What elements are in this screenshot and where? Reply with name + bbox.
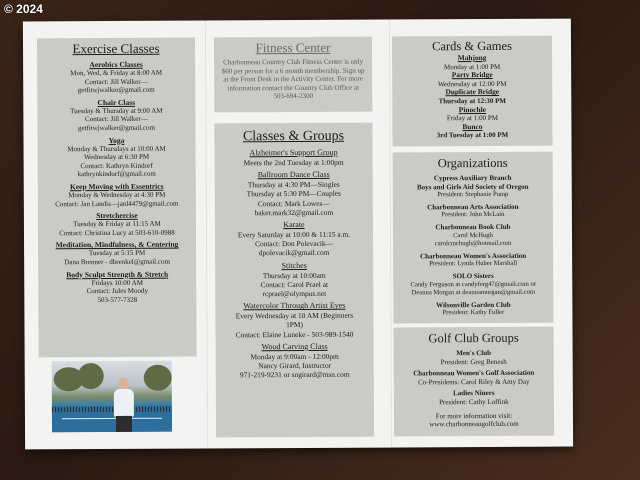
classes-title: Classes & Groups [242, 128, 345, 145]
item-title: Ballroom Dance Class [257, 170, 330, 180]
golf-group-detail: President: Greg Benesh [440, 357, 507, 366]
item-detail: Contact: Jill Walker— [84, 77, 148, 86]
org-detail: President: John McLain [441, 211, 505, 219]
game-time: Monday at 1:00 PM [443, 62, 501, 71]
exercise-panel [37, 38, 197, 358]
org-name: Charbonneau Women's Association [420, 251, 527, 261]
org-detail: President: Lynda Huber Marshall [429, 260, 518, 268]
game-time: Friday at 1:00 PM [446, 114, 498, 123]
item-detail: Thursday at 5:30 PM—Couples [246, 189, 341, 199]
person-legs [116, 416, 132, 432]
fitness-title: Fitness Center [255, 39, 331, 56]
item-detail: Monday & Thursdays at 10:00 AM [67, 144, 166, 153]
item-detail: Tuesday at 5:15 PM [88, 249, 146, 258]
item-detail: Contact: Jan Landis—janl4479@gmail.com [55, 199, 179, 208]
item-detail: Contact: Jill Walker— [85, 115, 148, 124]
fitness-panel [214, 37, 372, 113]
item-detail: kathrynkindorf@gmail.com [77, 170, 156, 179]
golf-footer [394, 411, 554, 429]
item-detail: Thursday at 4:30 PM—Singles [247, 179, 340, 190]
item-detail: dpolevacik@gmail.com [258, 248, 330, 258]
item-detail: Contact: Elaine Luneke - 503-989-1540 [235, 329, 354, 339]
org-name: Wilsonville Garden Club [436, 300, 511, 309]
tennis-net [52, 407, 172, 413]
golf-list [394, 349, 554, 407]
item-detail: Contact: Mark Lowes— [257, 198, 330, 208]
item-detail: Meets the 2nd Tuesday at 1:00pm [243, 157, 344, 168]
fold-line [205, 20, 208, 448]
item-detail: getfitwjwalker@gmail.com [77, 85, 155, 95]
item-detail: Contact: Kathryn Kindorf [80, 161, 153, 170]
item-title: Alzheimer's Support Group [249, 147, 338, 158]
item-title: Keep Moving with Essentrics [69, 181, 164, 192]
org-detail: Carol McHugh [453, 231, 493, 239]
tree [78, 363, 104, 389]
item-detail: 503-577-7328 [97, 295, 138, 304]
item-detail: Every Saturday at 10:00 & 11:15 a.m. [237, 229, 351, 240]
item-detail: getfitwjwalker@gmail.com [77, 123, 155, 133]
orgs-list [393, 174, 554, 319]
game-name: Bunco [462, 121, 483, 131]
org-detail: Deanna Morgan at deannamorgan@gmail.com [411, 288, 536, 297]
item-detail: Contact: Don Polevacik— [255, 239, 334, 249]
game-name: Party Bridge [451, 70, 493, 80]
golf-group-detail: President: Cathy Loffink [439, 397, 509, 407]
game-name: Pinochle [458, 104, 486, 114]
item-detail: baker.mark32@gmail.com [254, 207, 334, 218]
item-detail: Wednesday at 6:30 PM [84, 152, 150, 162]
org-detail: Boys and Girls Aid Society of Oregon [416, 182, 529, 191]
game-name: Duplicate Bridge [445, 87, 500, 97]
golf-group-name: Ladies Niners [453, 389, 495, 398]
item-title: Karate [283, 219, 305, 230]
exercise-title: Exercise Classes [72, 40, 160, 57]
org-name: Charbonneau Book Club [435, 222, 511, 232]
golf-title: Golf Club Groups [428, 330, 519, 346]
golf-footer-line: www.charbonneaugolfclub.com [429, 420, 519, 429]
org-name: Cypress Auxiliary Branch [433, 173, 512, 183]
item-detail: rcprael@olympus.net [262, 288, 327, 299]
item-detail: Contact: Jules Moody [86, 286, 149, 296]
item-title: Body Sculpt Strength & Stretch [66, 269, 169, 279]
item-title: Yoga [108, 135, 125, 145]
item-detail: Tuesday & Thursday at 9:00 AM [70, 106, 163, 115]
game-time: 3rd Tuesday at 1:00 PM [436, 131, 509, 140]
org-name: Charbonneau Arts Association [427, 202, 519, 212]
org-detail: Candy Ferguson at candyferg47@gmail.com or [410, 280, 536, 288]
orgs-title: Organizations [437, 155, 508, 171]
classes-panel [214, 123, 374, 438]
tree [144, 365, 172, 391]
item-detail: Monday & Wednesday at 4:30 PM [68, 190, 166, 200]
item-detail: 1PM) [286, 320, 303, 330]
item-detail: Dana Brenner - dbrenkel@gmail.com [64, 257, 170, 267]
game-name: Mahjong [457, 53, 487, 63]
item-detail: Mon, Wed, & Friday at 8:00 AM [70, 68, 163, 78]
classes-list [215, 148, 374, 380]
item-title: Stitches [281, 260, 307, 270]
org-detail: President: Kathy Fuller [442, 309, 505, 317]
org-name: SOLO Sisters [452, 271, 494, 281]
golf-group-name: Men's Club [456, 348, 492, 358]
tennis-photo [52, 361, 172, 433]
item-title: Stretchercise [96, 210, 138, 221]
item-title: Watercolor Through Artist Eyes [243, 300, 346, 311]
cards-list [392, 54, 552, 141]
item-detail: Monday at 9:00am - 12:00pm [250, 351, 339, 362]
game-time: Wednesday at 12:00 PM [437, 79, 507, 89]
cards-title: Cards & Games [432, 38, 512, 54]
golf-group-detail: Co-Presidents: Carol Riley & Amy Day [418, 377, 530, 387]
item-title: Wood Carving Class [261, 341, 328, 352]
item-detail: Every Wednesday at 10 AM (Beginners [235, 310, 354, 321]
person-body [114, 389, 134, 417]
item-detail: Contact: Carol Prael at [260, 279, 329, 290]
item-detail: Nancy Girard, Instructor [258, 360, 332, 371]
game-time: Thursday at 12:30 PM [438, 96, 507, 106]
item-detail: Fridays 10:00 AM [91, 278, 143, 287]
exercise-list [37, 60, 196, 305]
golf-group-name: Charbonneau Women's Golf Association [413, 368, 535, 378]
watermark: © 2024 [4, 2, 43, 16]
item-title: Aerobics Classes [89, 59, 143, 70]
item-detail: 971-219-9231 or sngirard@msn.com [239, 369, 350, 380]
cards-panel [392, 36, 553, 147]
brochure [23, 19, 573, 450]
fitness-text: Charbonneau Country Club Fitness Center is only $60 per person for a 6 month membership. Sign up at the Front Desk in the Activity Center. For more information contact the Country Club Office at 503-694-2300 [221, 57, 365, 101]
org-detail: carolcmchugh@hotmail.com [434, 240, 512, 248]
item-detail: Thursday at 10:00am [262, 270, 326, 280]
orgs-panel [393, 152, 554, 324]
org-detail: President: Stephanie Pump [437, 191, 509, 199]
golf-footer-line: For more information visit: [435, 411, 513, 420]
item-detail: Tuesday & Friday at 11:15 AM [73, 219, 161, 229]
item-detail: Contact: Christina Lucy at 503-610-0988 [59, 228, 175, 237]
item-title: Meditation, Mindfulness, & Centering [55, 239, 179, 250]
golf-panel [393, 327, 554, 437]
item-title: Chair Class [97, 97, 136, 107]
